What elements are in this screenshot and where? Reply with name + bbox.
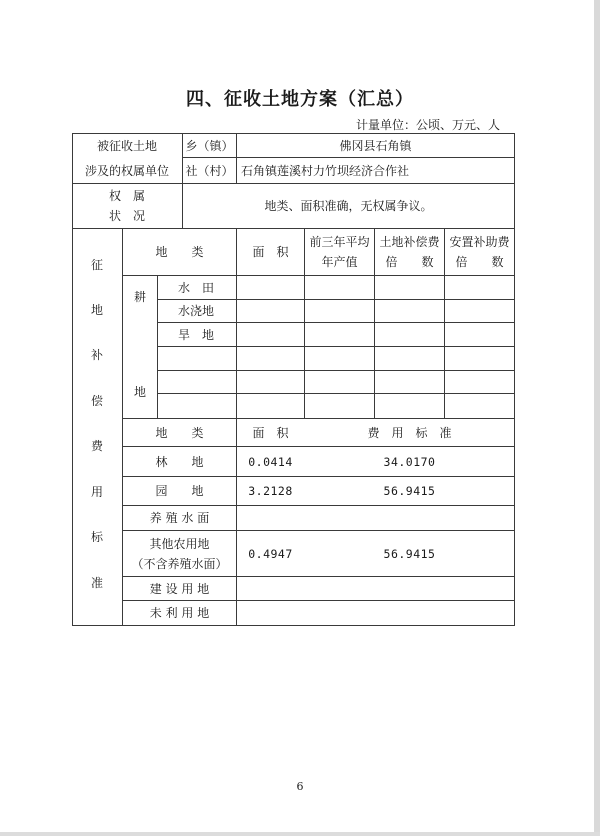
other-row-area — [237, 577, 304, 600]
township-label: 乡（镇） — [185, 138, 234, 153]
page-number: 6 — [296, 780, 304, 793]
village-value: 石角镇莲溪村力竹坝经济合作社 — [241, 163, 410, 178]
compensation-side-label — [72, 229, 122, 625]
other-row-area — [237, 601, 304, 625]
owner-label-2: 涉及的权属单位 — [84, 163, 169, 178]
arable-row-type: 水浇地 — [178, 304, 215, 318]
side-char: 地 — [90, 303, 103, 317]
other-row-area — [237, 506, 304, 530]
rights-label: 权 属 状 况 — [108, 189, 145, 223]
other-row-type: 养 殖 水 面 — [149, 511, 210, 525]
side-char: 补 — [90, 348, 103, 362]
other-row-area: 3.2128 — [248, 484, 293, 498]
arable-row-type — [158, 347, 236, 370]
header-resettle-multiple: 安置补助费 倍 数 — [449, 235, 510, 269]
other-row-standard — [305, 577, 514, 600]
arable-label-bottom: 地 — [133, 385, 146, 399]
rights-value: 地类、面积准确，无权属争议。 — [264, 199, 433, 213]
hline — [72, 625, 515, 626]
side-char: 标 — [90, 530, 103, 544]
side-char: 用 — [90, 485, 103, 499]
header-land-multiple: 土地补偿费 倍 数 — [379, 235, 440, 269]
other-row-type: 园 地 — [155, 484, 204, 498]
other-row-standard: 56.9415 — [383, 546, 436, 561]
side-char: 征 — [90, 258, 103, 272]
side-char: 准 — [90, 576, 103, 590]
unit-note: 计量单位：公顷、万元、人 — [355, 118, 500, 132]
other-row-area: 0.4947 — [248, 546, 293, 561]
other-row-type: 未 利 用 地 — [149, 606, 210, 620]
arable-row-type — [158, 371, 236, 393]
header2-land-type: 地 类 — [155, 425, 204, 440]
other-row-standard: 56.9415 — [383, 484, 436, 498]
side-char: 偿 — [90, 394, 103, 408]
page-title: 四、征收土地方案（汇总） — [186, 89, 414, 110]
other-row-type: 其他农用地 （不含养殖水面） — [131, 536, 228, 571]
header-land-type: 地 类 — [155, 245, 204, 259]
arable-label-top: 耕 — [133, 290, 146, 304]
other-row-standard — [305, 601, 514, 625]
header-area: 面 积 — [252, 245, 289, 259]
header-avg-output: 前三年平均 年产值 — [309, 235, 370, 269]
township-value: 佛冈县石角镇 — [339, 138, 412, 153]
other-row-standard: 34.0170 — [383, 454, 436, 469]
header2-area: 面 积 — [252, 425, 289, 440]
other-row-type: 建 设 用 地 — [149, 581, 210, 596]
arable-row-type: 水 田 — [178, 280, 215, 295]
owner-label-1: 被征收土地 — [96, 139, 157, 153]
other-row-area: 0.0414 — [248, 454, 293, 469]
arable-row-type — [158, 394, 236, 418]
vline — [514, 133, 515, 626]
village-label: 社（村） — [185, 163, 234, 178]
side-char: 费 — [90, 439, 103, 453]
header2-standard: 费 用 标 准 — [367, 425, 452, 440]
other-row-standard — [305, 506, 514, 530]
arable-row-type: 旱 地 — [178, 327, 215, 342]
other-row-type: 林 地 — [155, 454, 204, 469]
